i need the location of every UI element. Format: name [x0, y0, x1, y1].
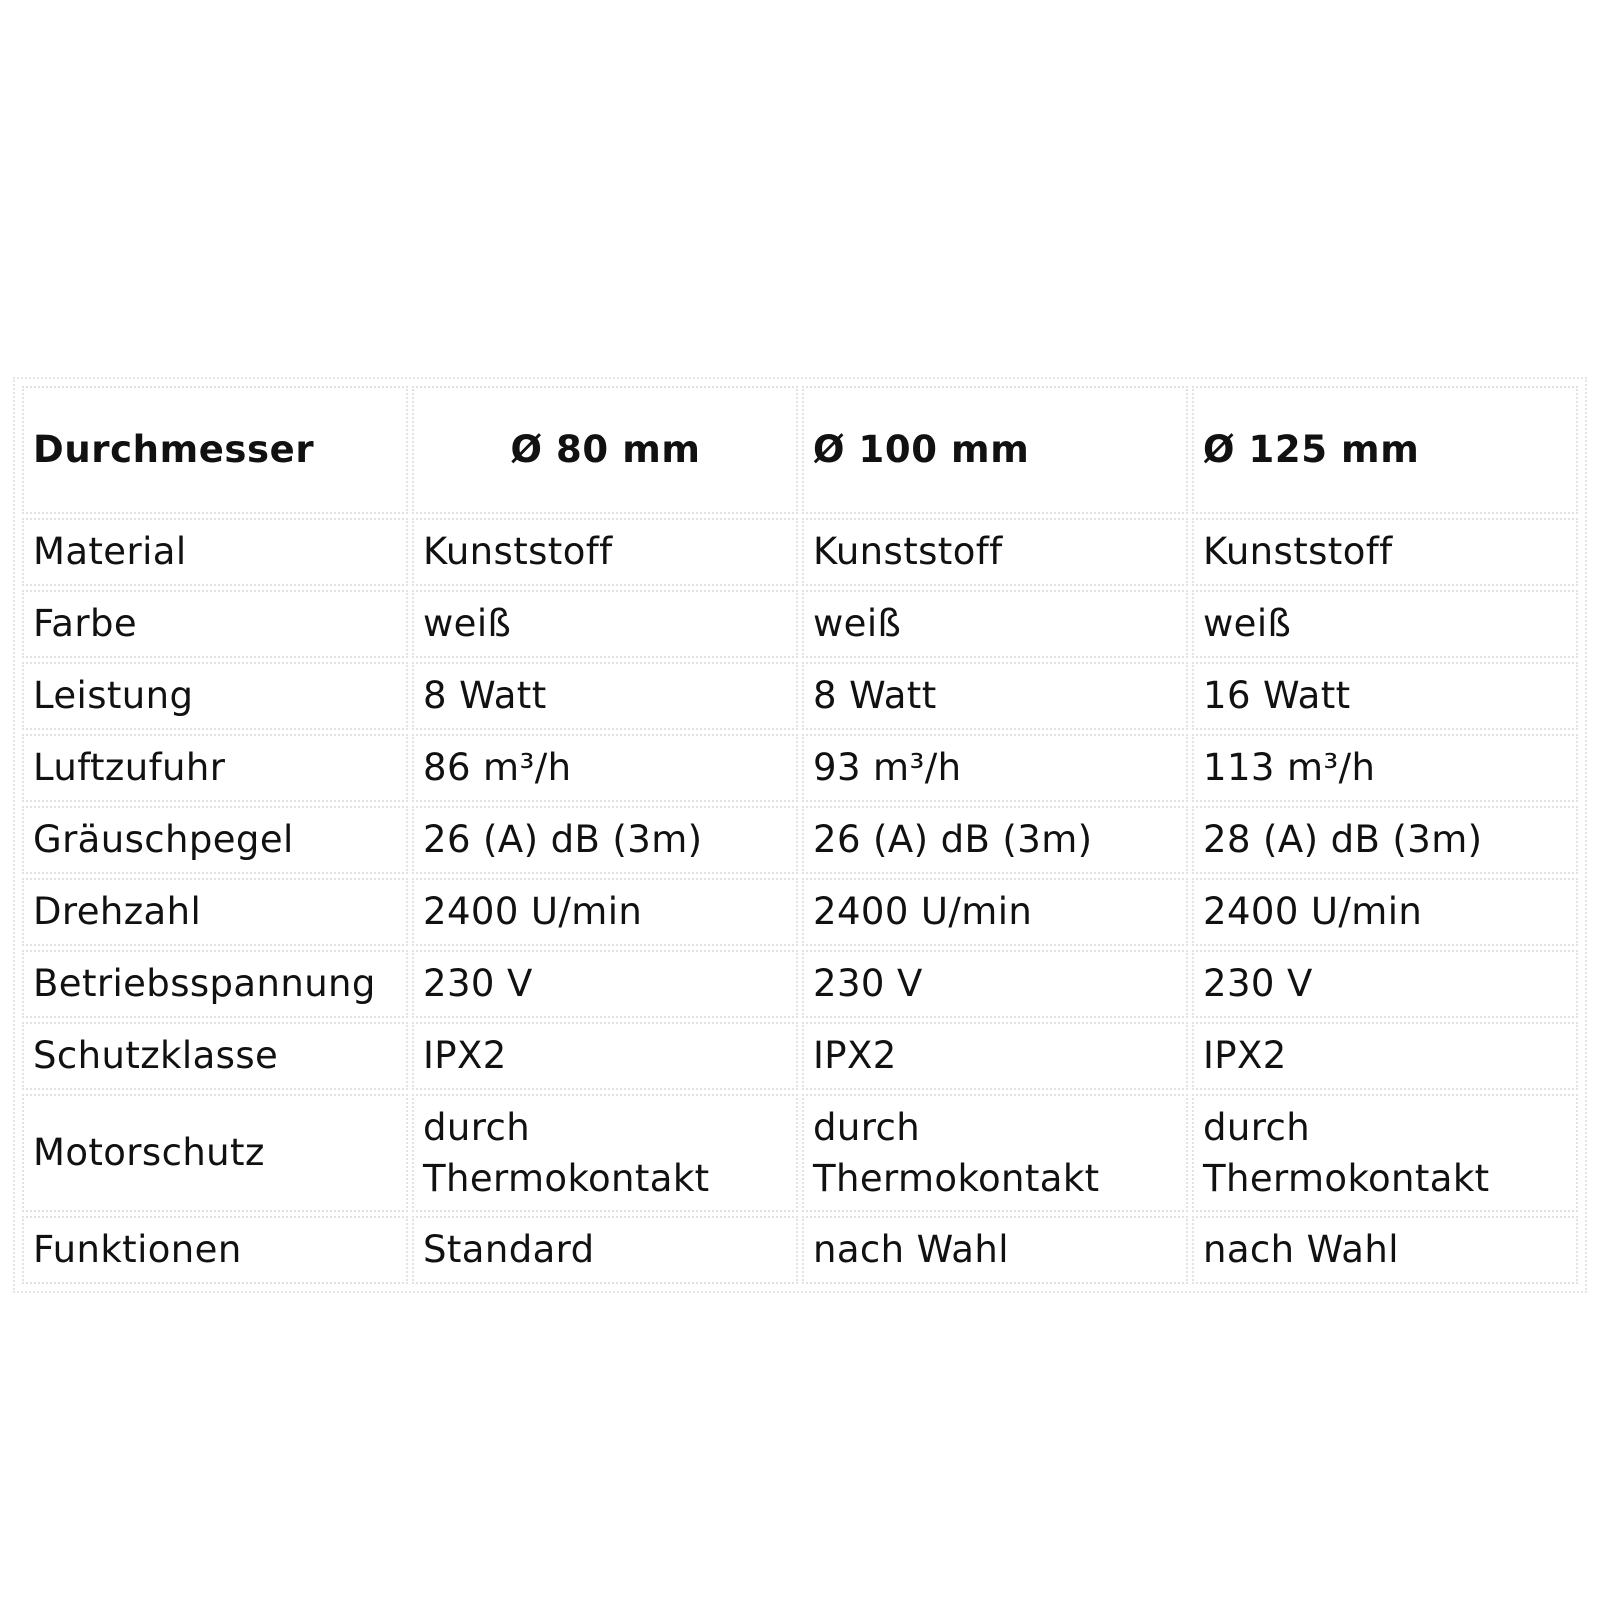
header-column-100: Ø 100 mm: [802, 386, 1188, 514]
table-header-row: [22, 386, 1578, 514]
table-row: [22, 734, 1578, 802]
table-row: [22, 1216, 1578, 1284]
table-row: [22, 1022, 1578, 1090]
table-cell: durch Thermokontakt: [802, 1094, 1188, 1212]
row-label-material: Material: [22, 518, 408, 586]
table-row: [22, 1094, 1578, 1212]
table-row: [22, 590, 1578, 658]
table-cell: Kunststoff: [412, 518, 798, 586]
table-row: [22, 662, 1578, 730]
table-cell: 26 (A) dB (3m): [802, 806, 1188, 874]
table-cell: weiß: [802, 590, 1188, 658]
table-cell: Standard: [412, 1216, 798, 1284]
row-label-schutzklasse: Schutzklasse: [22, 1022, 408, 1090]
row-label-motorschutz: Motorschutz: [22, 1094, 408, 1212]
table-cell: 230 V: [802, 950, 1188, 1018]
table-cell: IPX2: [1192, 1022, 1578, 1090]
table-cell: 8 Watt: [802, 662, 1188, 730]
table-cell: IPX2: [802, 1022, 1188, 1090]
spec-table: [18, 382, 1582, 1288]
table-cell: durch Thermokontakt: [412, 1094, 798, 1212]
table-cell: 230 V: [412, 950, 798, 1018]
header-column-80: Ø 80 mm: [412, 386, 798, 514]
table-cell: Kunststoff: [1192, 518, 1578, 586]
row-label-drehzahl: Drehzahl: [22, 878, 408, 946]
table-cell: 26 (A) dB (3m): [412, 806, 798, 874]
spec-table-container: [13, 377, 1587, 1293]
table-cell: nach Wahl: [1192, 1216, 1578, 1284]
row-label-farbe: Farbe: [22, 590, 408, 658]
table-cell: 113 m³/h: [1192, 734, 1578, 802]
table-cell: 16 Watt: [1192, 662, 1578, 730]
row-label-luftzufuhr: Luftzufuhr: [22, 734, 408, 802]
table-row: [22, 806, 1578, 874]
table-cell: 86 m³/h: [412, 734, 798, 802]
table-cell: weiß: [412, 590, 798, 658]
table-cell: IPX2: [412, 1022, 798, 1090]
header-label: Durchmesser: [22, 386, 408, 514]
table-cell: 2400 U/min: [412, 878, 798, 946]
table-cell: nach Wahl: [802, 1216, 1188, 1284]
table-cell: 93 m³/h: [802, 734, 1188, 802]
table-cell: 28 (A) dB (3m): [1192, 806, 1578, 874]
table-cell: 230 V: [1192, 950, 1578, 1018]
table-row: [22, 878, 1578, 946]
table-row: [22, 518, 1578, 586]
row-label-funktionen: Funktionen: [22, 1216, 408, 1284]
table-cell: 8 Watt: [412, 662, 798, 730]
table-cell: Kunststoff: [802, 518, 1188, 586]
row-label-leistung: Leistung: [22, 662, 408, 730]
table-cell: durch Thermokontakt: [1192, 1094, 1578, 1212]
table-row: [22, 950, 1578, 1018]
header-column-125: Ø 125 mm: [1192, 386, 1578, 514]
row-label-betriebsspannung: Betriebsspannung: [22, 950, 408, 1018]
row-label-geraeuschpegel: Gräuschpegel: [22, 806, 408, 874]
table-cell: weiß: [1192, 590, 1578, 658]
table-cell: 2400 U/min: [802, 878, 1188, 946]
table-cell: 2400 U/min: [1192, 878, 1578, 946]
